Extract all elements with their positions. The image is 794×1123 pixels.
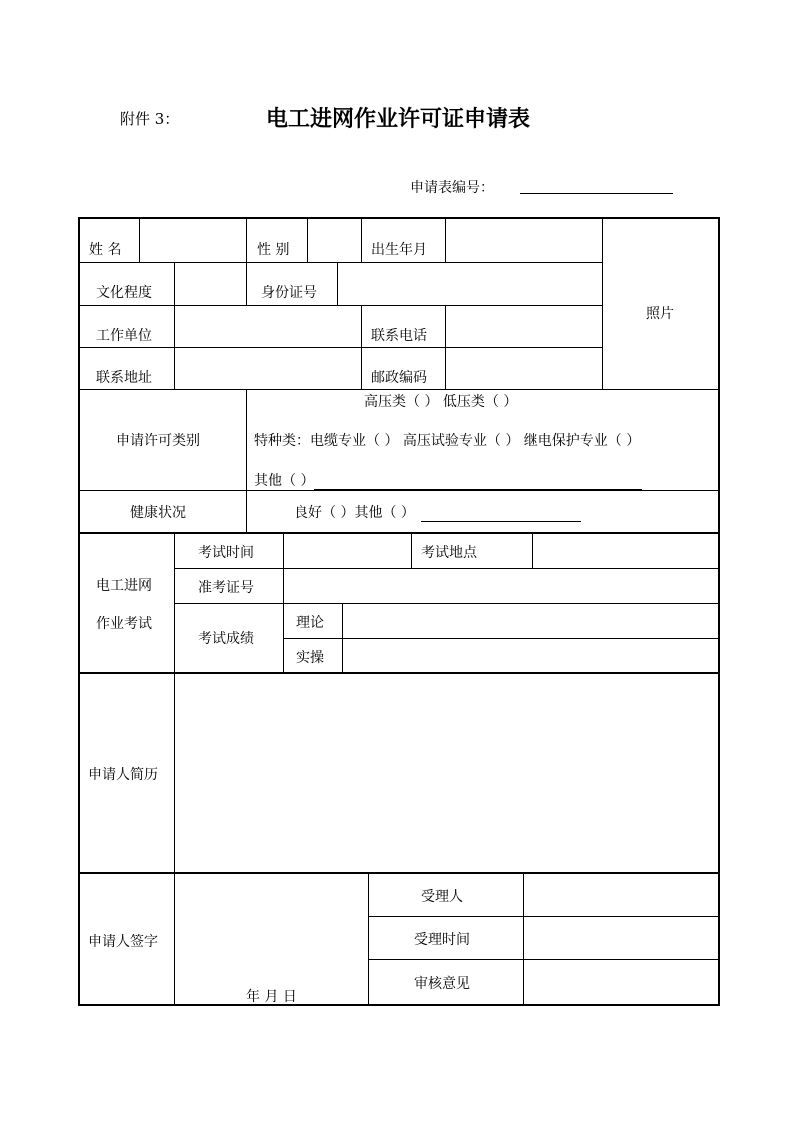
exam-label-line1: 电工进网 (96, 578, 152, 594)
photo-label: 照片 (646, 306, 674, 322)
col-divider (174, 305, 175, 389)
license-category-label: 申请许可类别 (116, 433, 200, 449)
col-divider (361, 219, 362, 262)
attachment-label: 附件 3： (120, 110, 180, 128)
health-options-row (294, 502, 581, 522)
exam-score-label: 考试成绩 (198, 631, 254, 647)
license-other-field[interactable] (314, 475, 642, 490)
row-divider (174, 568, 718, 569)
col-divider (368, 872, 369, 1004)
signature-date: 年 月 日 (246, 989, 297, 1005)
col-divider (361, 305, 362, 389)
col-divider (283, 532, 284, 603)
employer-label: 工作单位 (96, 328, 152, 344)
row-divider (80, 490, 718, 491)
health-label: 健康状况 (130, 505, 186, 521)
license-line-special: 特种类：电缆专业（ ） 高压试验专业（ ） 继电保护专业（ ） (254, 433, 641, 449)
receive-time-label: 受理时间 (414, 932, 470, 948)
exam-place-label: 考试地点 (421, 545, 477, 561)
application-form-table (78, 217, 720, 1006)
row-divider (174, 603, 718, 604)
row-divider (80, 872, 718, 874)
signature-label: 申请人签字 (88, 934, 158, 950)
col-divider (174, 532, 175, 672)
theory-label: 理论 (296, 615, 324, 631)
form-number-label: 申请表编号： (410, 180, 494, 196)
row-divider (80, 347, 602, 348)
page-title: 电工进网作业许可证申请表 (266, 107, 531, 132)
col-divider (174, 262, 175, 305)
birth-label: 出生年月 (371, 242, 427, 258)
postcode-label: 邮政编码 (371, 370, 427, 386)
col-divider (246, 389, 247, 532)
row-divider (80, 262, 602, 263)
license-other-label: 其他（ ） (254, 473, 315, 489)
col-divider (602, 219, 603, 389)
col-divider (174, 672, 175, 1004)
col-divider (411, 532, 412, 568)
health-options: 良好（ ）其他（ ） (294, 505, 415, 521)
col-divider (139, 219, 140, 262)
col-divider (246, 262, 247, 305)
license-line-other (254, 470, 642, 490)
exam-time-label: 考试时间 (198, 545, 254, 561)
name-label: 姓 名 (89, 242, 122, 258)
phone-label: 联系电话 (371, 328, 427, 344)
col-divider (342, 603, 343, 672)
row-divider (283, 638, 718, 639)
col-divider (307, 219, 308, 262)
col-divider (532, 532, 533, 568)
ticket-number-label: 准考证号 (198, 580, 254, 596)
health-other-field[interactable] (421, 507, 581, 522)
col-divider (246, 219, 247, 262)
row-divider (80, 532, 718, 534)
gender-label: 性 别 (257, 242, 290, 258)
resume-label: 申请人简历 (88, 767, 158, 783)
practice-label: 实操 (296, 650, 324, 666)
receiver-label: 受理人 (421, 889, 463, 905)
form-number-field[interactable] (520, 193, 673, 194)
col-divider (445, 305, 446, 389)
col-divider (337, 262, 338, 305)
col-divider (283, 603, 284, 672)
review-opinion-label: 审核意见 (414, 976, 470, 992)
license-line-voltage: 高压类（ ） 低压类（ ） (364, 394, 518, 410)
row-divider (368, 916, 718, 917)
row-divider (80, 672, 718, 674)
row-divider (80, 305, 602, 306)
education-label: 文化程度 (96, 285, 152, 301)
address-label: 联系地址 (96, 370, 152, 386)
col-divider (523, 872, 524, 1004)
col-divider (445, 219, 446, 262)
row-divider (368, 959, 718, 960)
exam-label-line2: 作业考试 (96, 616, 152, 632)
row-divider (80, 389, 718, 390)
id-number-label: 身份证号 (261, 285, 317, 301)
